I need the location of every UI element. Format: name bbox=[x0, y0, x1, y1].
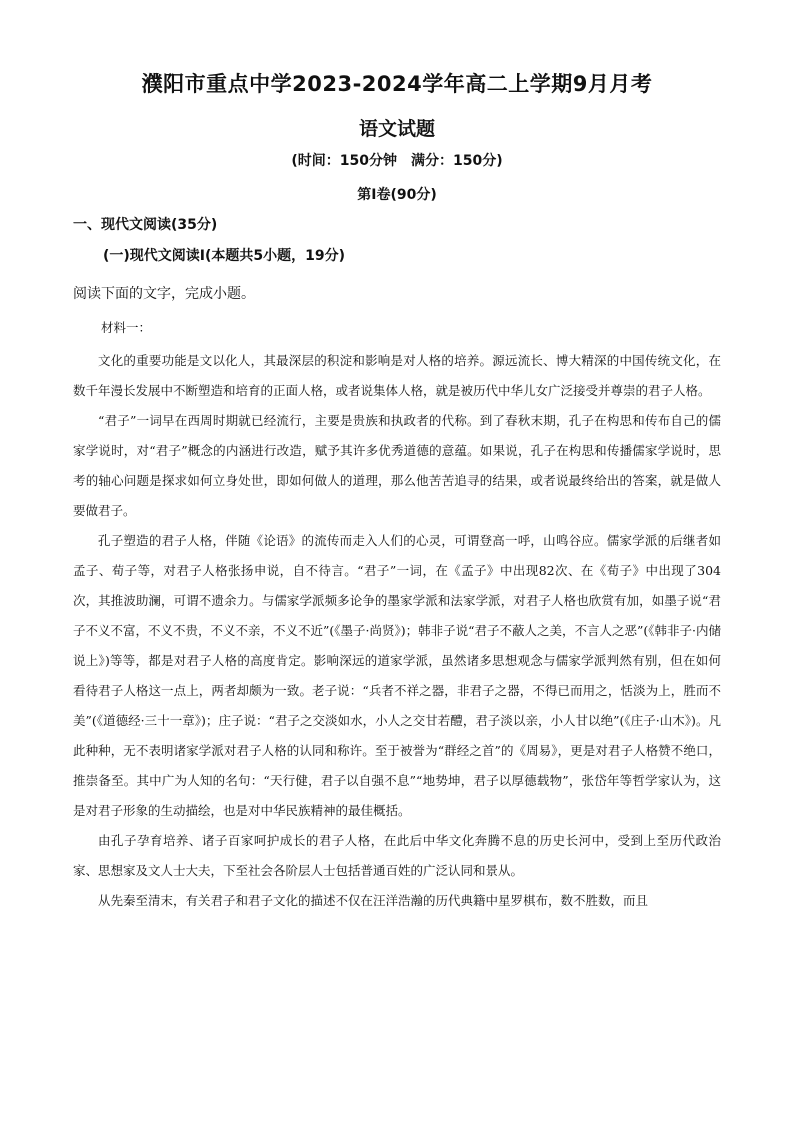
passage-paragraph: “君子”一词早在西周时期就已经流行，主要是贵族和执政者的代称。到了春秋末期，孔子在构思和传布自己的儒家学说时，对“君子”概念的内涵进行改造，赋予其许多优秀道德的意蕴。如果说，孔子在构思和传播儒家学说时，思考的轴心问题是探求如何立身处世，即如何做人的道理，那么他苦苦追寻的结果，或者说最终给出的答案，就是做人要做君子。 bbox=[73, 413, 721, 518]
exam-info: (时间：150分钟 满分：150分) bbox=[291, 153, 503, 169]
subsection-heading: (一)现代文阅读Ⅰ(本题共5小题，19分) bbox=[103, 248, 346, 264]
passage-paragraph: 孔子塑造的君子人格，伴随《论语》的流传而走入人们的心灵，可谓登高一呼，山鸣谷应。儒家学派的后继者如孟子、荀子等，对君子人格张扬申说，自不待言。“君子”一词，在《孟子》中出现82次、在《荀子》中出现了304次，其推波助澜，可谓不遗余力。与儒家学派频多论争的墨家学派和法家学派，对君子人格也欣赏有加，如墨子说“君子不义不富，不义不贵，不义不亲，不义不近”(《墨子·尚贤》)；韩非子说“君子不蔽人之美，不言人之恶”(《韩非子·内储说上》)等等，都是对君子人格的高度肯定。影响深远的道家学派，虽然诸多思想观念与儒家学派判然有别，但在如何看待君子人格这一点上，两者却颇为一致。老子说：“兵者不祥之器，非君子之器，不得已而用之，恬淡为上，胜而不美”(《道德经·三十一章》)；庄子说：“君子之交淡如水，小人之交甘若醴，君子淡以亲，小人甘以绝”(《庄子·山木》)。凡此种种，无不表明诸家学派对君子人格的认同和称许。至于被誉为“群经之首”的《周易》，更是对君子人格赞不绝口，推崇备至。其中广为人知的名句：“天行健，君子以自强不息”“地势坤，君子以厚德载物”，张岱年等哲学家认为，这是对君子形象的生动描绘，也是对中华民族精神的最佳概括。 bbox=[73, 533, 722, 818]
section-heading: 一、现代文阅读(35分) bbox=[73, 217, 218, 233]
passage-paragraph: 文化的重要功能是文以化人，其最深层的积淀和影响是对人格的培养。源远流长、博大精深的中国传统文化，在数千年漫长发展中不断塑造和培育的正面人格，或者说集体人格，就是被历代中华儿女广泛接受并尊崇的君子人格。 bbox=[73, 353, 721, 398]
volume-heading: 第Ⅰ卷(90分) bbox=[357, 187, 437, 203]
exam-title: 濮阳市重点中学2023-2024学年高二上学期9月月考 bbox=[141, 72, 653, 96]
material-label: 材料一： bbox=[101, 320, 152, 335]
passage-paragraph: 从先秦至清末，有关君子和君子文化的描述不仅在汪洋浩瀚的历代典籍中星罗棋布，数不胜数，而且 bbox=[98, 893, 649, 908]
exam-subtitle: 语文试题 bbox=[358, 118, 435, 140]
passage-paragraph: 由孔子孕育培养、诸子百家呵护成长的君子人格，在此后中华文化奔腾不息的历史长河中，受到上至历代政治家、思想家及文人士大夫，下至社会各阶层人士包括普通百姓的广泛认同和景从。 bbox=[73, 833, 721, 878]
reading-instruction: 阅读下面的文字，完成小题。 bbox=[73, 286, 255, 302]
passage-body bbox=[73, 346, 721, 916]
